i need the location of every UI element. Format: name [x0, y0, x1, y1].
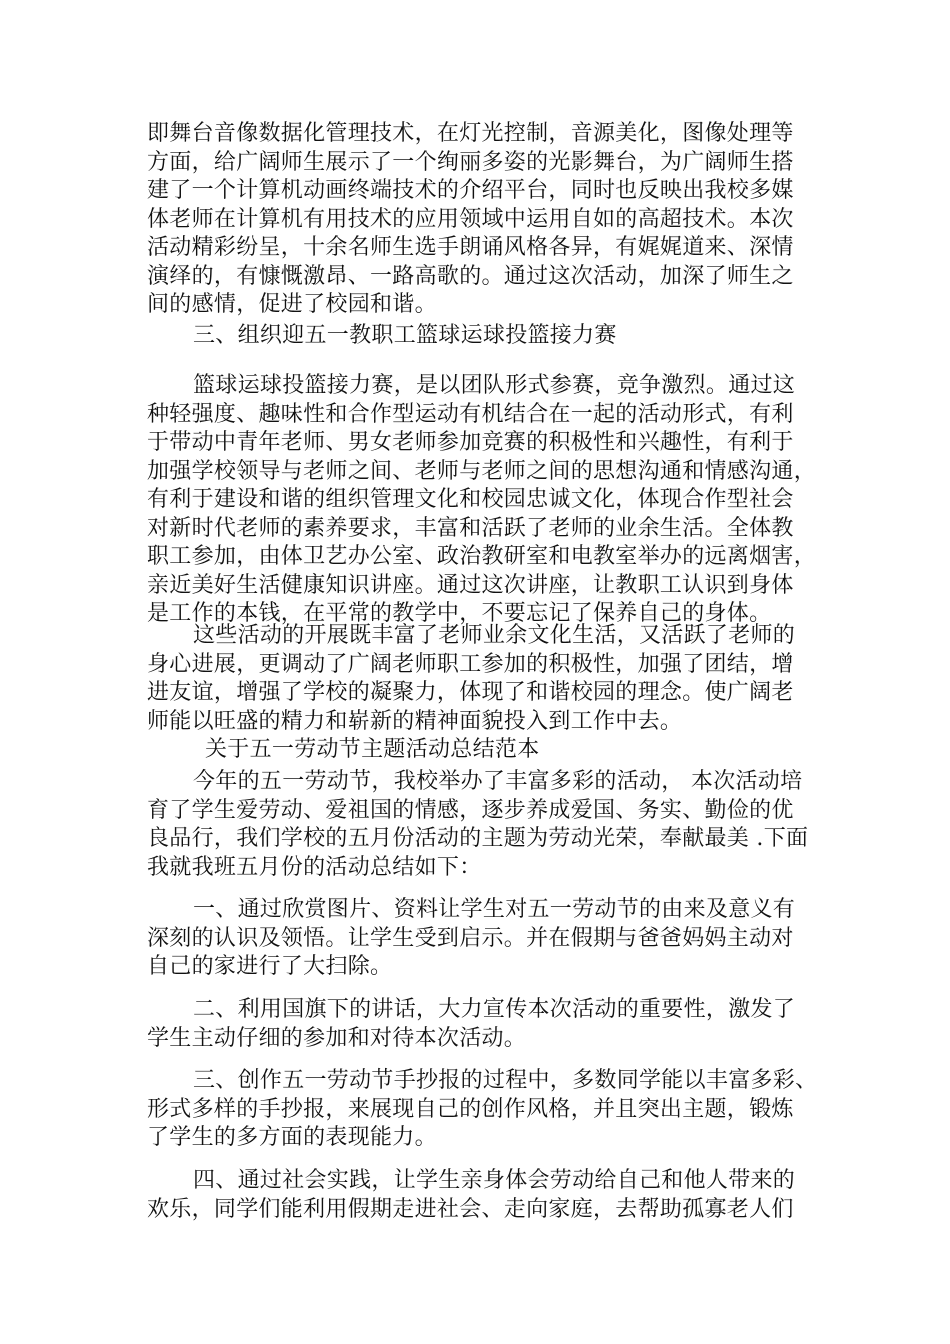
text-line: 一、通过欣赏图片、资料让学生对五一劳动节的由来及意义有	[193, 897, 796, 922]
text-line: 身心进展，更调动了广阔老师职工参加的积极性，加强了团结，增	[147, 651, 794, 677]
text-line: 演绎的，有慷慨激昂、一路高歌的。通过这次活动，加深了师生之	[147, 263, 794, 289]
text-line: 即舞台音像数据化管理技术，在灯光控制，音源美化，图像处理等	[147, 121, 794, 146]
paragraph-point-one	[147, 896, 827, 982]
text-line: 二、利用国旗下的讲话，大力宣传本次活动的重要性，激发了	[193, 997, 796, 1022]
text-line: 欢乐，同学们能利用假期走进社会、走向家庭，去帮助孤寡老人们	[147, 1196, 794, 1222]
text-line: 职工参加，由体卫艺办公室、政治教研室和电教室举办的远离烟害，	[147, 544, 817, 569]
text-line: 建了一个计算机动画终端技术的介绍平台，同时也反映出我校多媒	[147, 178, 794, 203]
section-heading-basketball	[147, 322, 827, 351]
text-line: 深刻的认识及领悟。让学生受到启示。并在假期与爸爸妈妈主动对	[147, 925, 794, 951]
text-line: 师能以旺盛的精力和崭新的精神面貌投入到工作中去。	[147, 708, 683, 734]
text-line: 亲近美好生活健康知识讲座。通过这次讲座，让教职工认识到身体	[147, 572, 794, 598]
text-line: 体老师在计算机有用技术的应用领域中运用自如的高超技术。本次	[147, 206, 794, 232]
paragraph-stage-technology	[147, 120, 827, 320]
text-line: 间的感情，促进了校园和谐。	[147, 292, 437, 317]
text-line: 我就我班五月份的活动总结如下：	[147, 854, 482, 880]
paragraph-point-four	[147, 1167, 827, 1224]
section-heading: 三、组织迎五一教职工篮球运球投篮接力赛	[193, 323, 617, 348]
text-line: 进友谊，增强了学校的凝聚力，体现了和谐校园的理念。使广阔老	[147, 680, 794, 705]
paragraph-activities-summary	[147, 622, 827, 736]
text-line: 育了学生爱劳动、爱祖国的情感，逐步养成爱国、务实、勤俭的优	[147, 797, 794, 823]
text-line: 对新时代老师的素养要求，丰富和活跃了老师的业余生活。全体教	[147, 515, 794, 541]
text-line: 学生主动仔细的参加和对待本次活动。	[147, 1025, 527, 1051]
text-line: 这些活动的开展既丰富了老师业余文化生活，又活跃了老师的	[193, 623, 796, 648]
text-line: 今年的五一劳动节，我校举办了丰富多彩的活动， 本次活动培	[193, 769, 803, 794]
text-line: 于带动中青年老师、男女老师参加竞赛的积极性和兴趣性，有利于	[147, 430, 794, 455]
text-line: 自己的家进行了大扫除。	[147, 954, 393, 979]
text-line: 种轻强度、趣味性和合作型运动有机结合在一起的活动形式，有利	[147, 401, 794, 427]
document-title-text: 关于五一劳动节主题活动总结范本	[205, 737, 540, 762]
text-line: 四、通过社会实践，让学生亲身体会劳动给自己和他人带来的	[193, 1168, 796, 1193]
paragraph-basketball	[147, 372, 827, 629]
text-line: 三、创作五一劳动节手抄报的过程中，多数同学能以丰富多彩、	[193, 1068, 818, 1093]
text-line: 篮球运球投篮接力赛，是以团队形式参赛，竞争激烈。通过这	[193, 373, 796, 398]
document-title	[147, 736, 827, 765]
text-line: 加强学校领导与老师之间、老师与老师之间的思想沟通和情感沟通，	[147, 458, 817, 484]
text-line: 是工作的本钱，在平常的教学中，不要忘记了保养自己的身体。	[147, 601, 772, 626]
paragraph-point-three	[147, 1067, 827, 1153]
text-line: 有利于建设和谐的组织管理文化和校园忠诚文化，体现合作型社会	[147, 487, 794, 512]
text-line: 形式多样的手抄报，来展现自己的创作风格，并且突出主题，锻炼	[147, 1096, 794, 1122]
paragraph-point-two	[147, 996, 827, 1053]
text-line: 方面，给广阔师生展示了一个绚丽多姿的光影舞台，为广阔师生搭	[147, 149, 794, 175]
paragraph-may-day-intro	[147, 768, 827, 882]
text-line: 了学生的多方面的表现能力。	[147, 1125, 437, 1150]
text-line: 活动精彩纷呈，十余名师生选手朗诵风格各异，有娓娓道来、深情	[147, 235, 794, 260]
text-line: 良品行，我们学校的五月份活动的主题为劳动光荣，奉献最美 .下面	[147, 826, 809, 851]
